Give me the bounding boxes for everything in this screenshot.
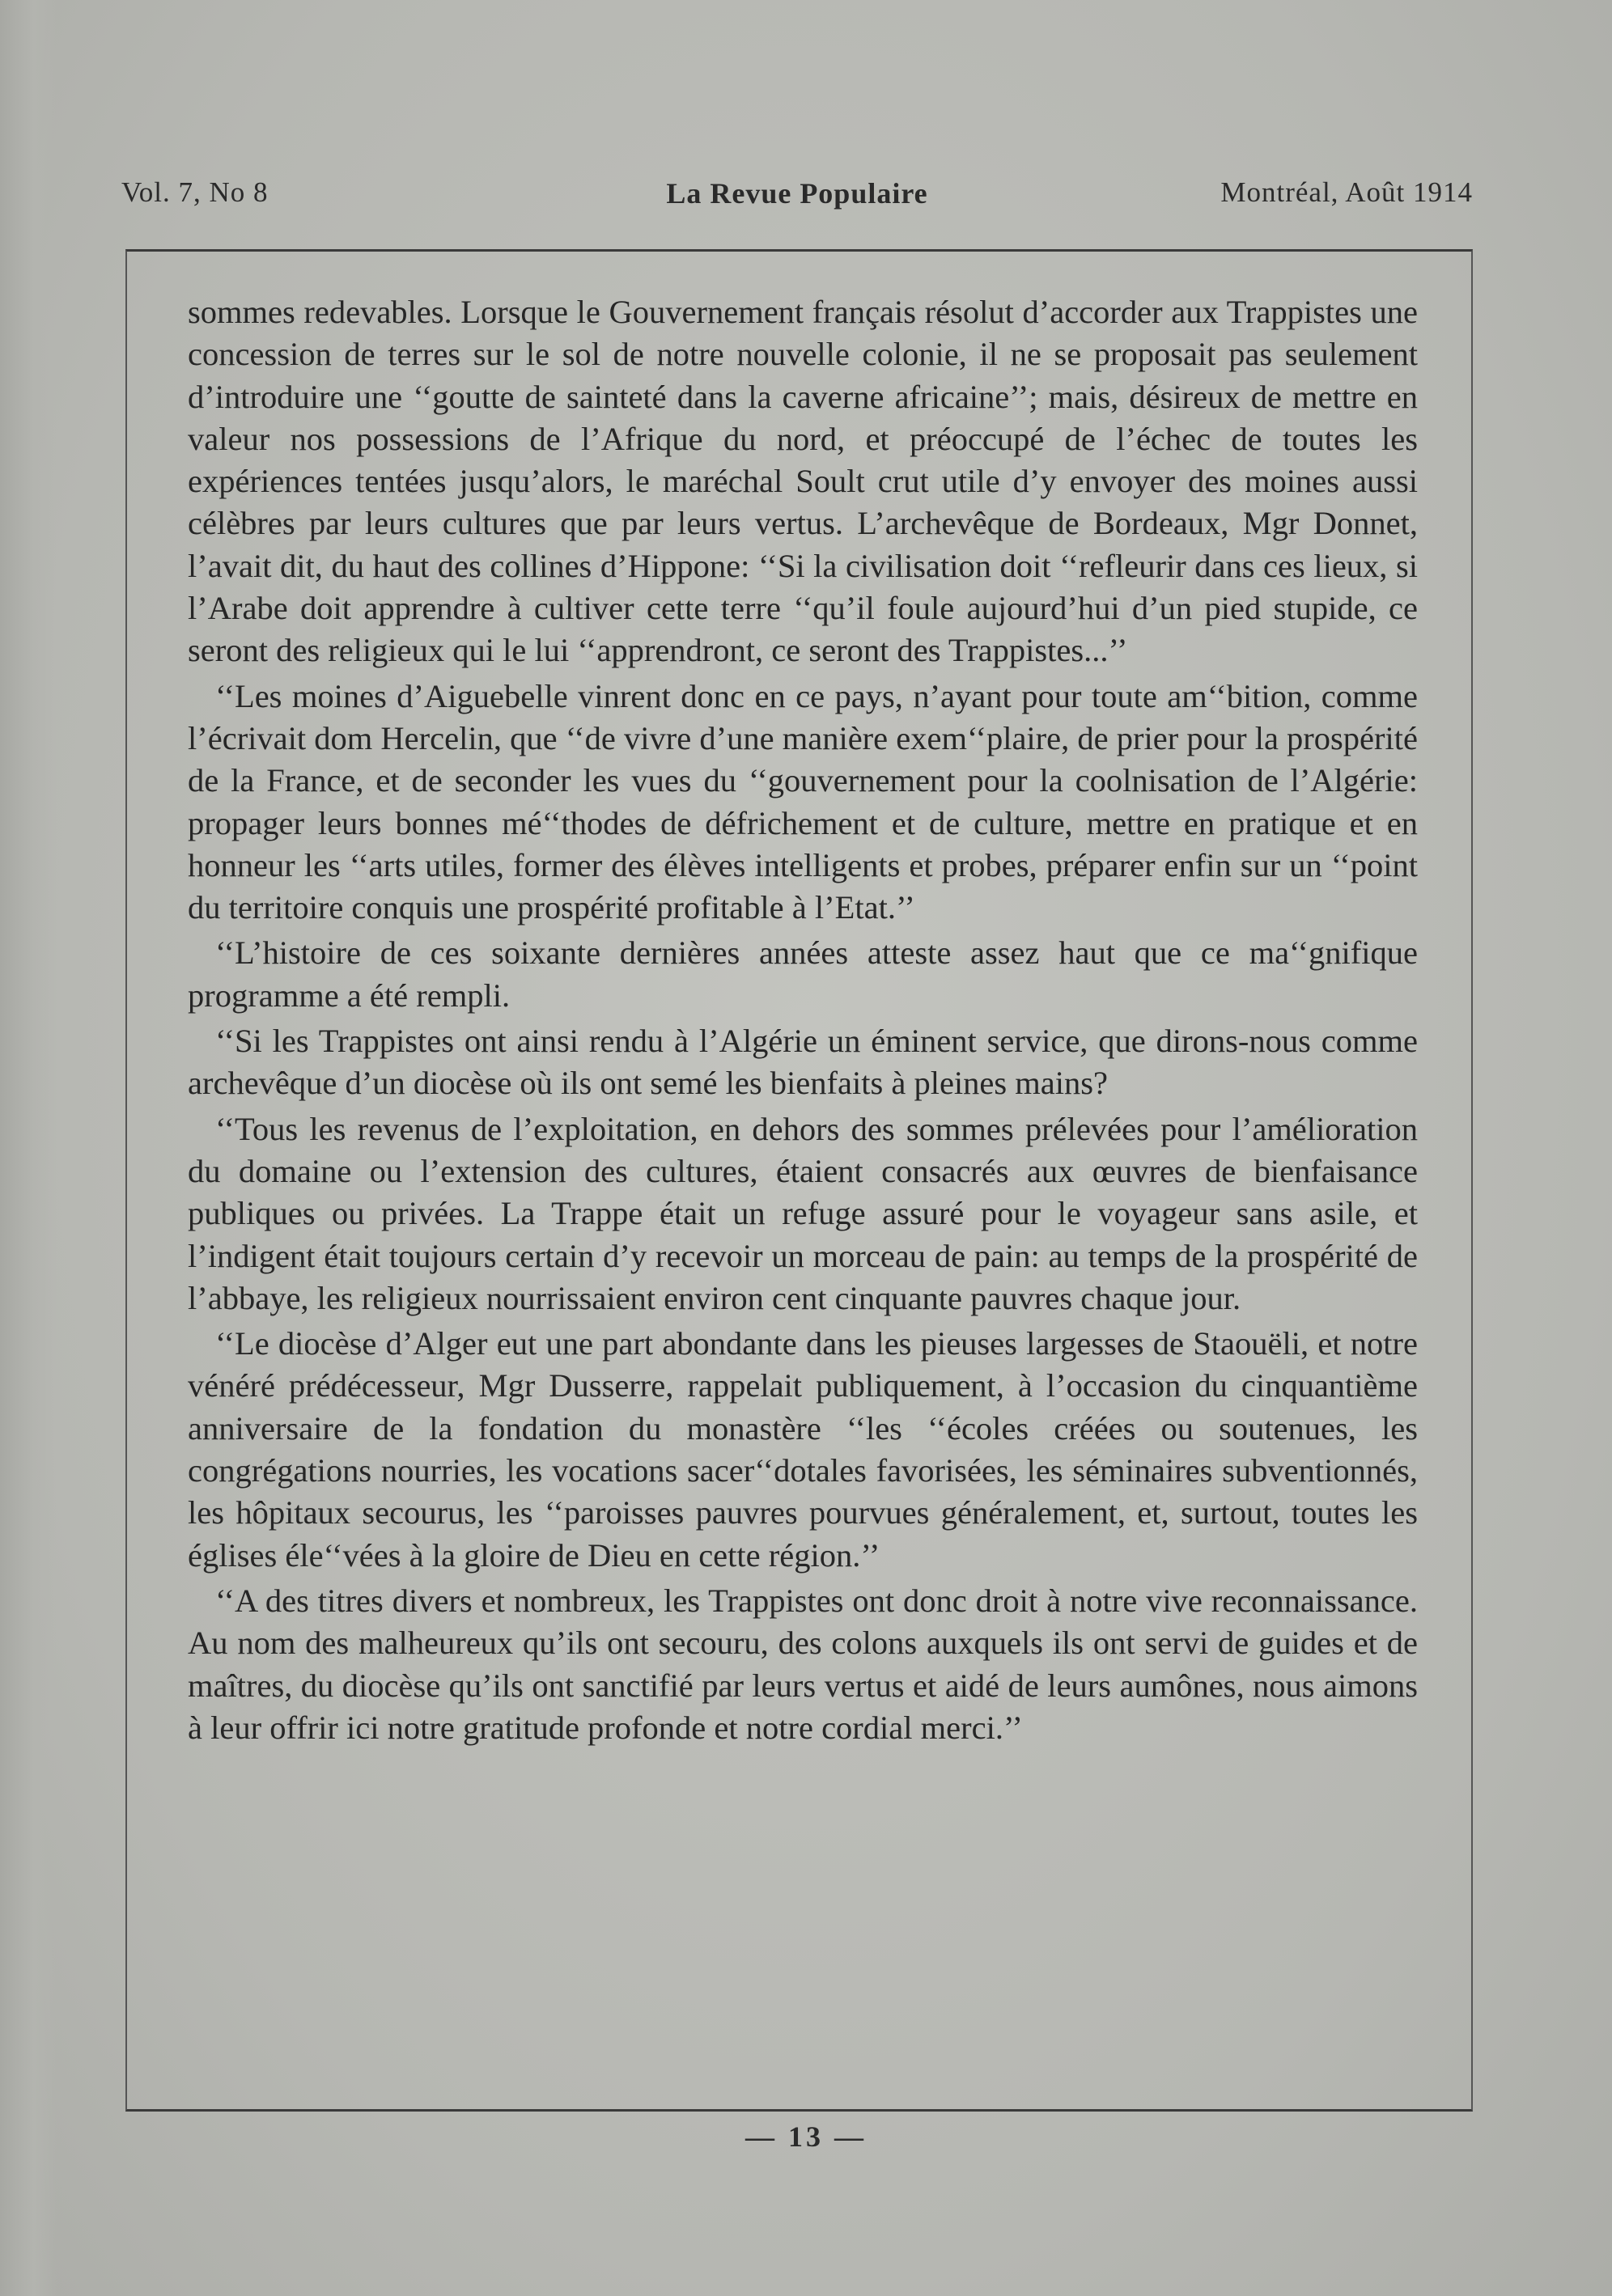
article-body bbox=[188, 291, 1418, 2055]
issue-date: Montréal, Août 1914 bbox=[1220, 176, 1473, 208]
binding-edge bbox=[0, 0, 57, 2296]
paragraph: sommes redevables. Lorsque le Gouvernement français résolut d’accorder aux Trappistes une concession de terres sur le sol de notre nouvelle colonie, il ne se proposait pas seulement d’introduire une ‘‘goutte de sainteté dans la caverne africaine’’; mais, désireux de mettre en valeur nos possessions de l’Afrique du nord, et préoccupé de l’échec de toutes les expériences tentées jusqu’alors, le maréchal Soult crut utile d’y envoyer des moines aussi célèbres par leurs cultures que par leurs vertus. L’archevêque de Bordeaux, Mgr Donnet, l’avait dit, du haut des collines d’Hippone: ‘‘Si la civilisation doit ‘‘refleurir dans ces lieux, si l’Arabe doit apprendre à cultiver cette terre ‘‘qu’il foule aujourd’hui d’un pied stupide, ce seront des religieux qui le lui ‘‘apprendront, ce seront des Trappistes...’’ bbox=[188, 294, 1418, 669]
paragraph: ‘‘A des titres divers et nombreux, les Trappistes ont donc droit à notre vive reconnaissance. Au nom des malheureux qu’ils ont secouru, des colons auxquels ils ont servi de guides et de maîtres, du diocèse qu’ils ont sanctifié par leurs vertus et aidé de leurs aumônes, nous aimons à leur offrir ici notre gratitude profonde et notre cordial merci.’’ bbox=[188, 1582, 1418, 1746]
paragraph: ‘‘Les moines d’Aiguebelle vinrent donc en ce pays, n’ayant pour toute am‘‘bition, comme l’écrivait dom Hercelin, que ‘‘de vivre d’une manière exem‘‘plaire, de prier pour la prospérité de la France, et de seconder les vues du ‘‘gouvernement pour la coolnisation de l’Algérie: propager leurs bonnes mé‘‘thodes de défrichement et de culture, mettre en pratique et en honneur les ‘‘arts utiles, former des élèves intelligents et probes, préparer enfin sur un ‘‘point du territoire conquis une prospérité profitable à l’Etat.’’ bbox=[188, 677, 1418, 926]
paragraph: ‘‘Le diocèse d’Alger eut une part abondante dans les pieuses largesses de Staouëli, et notre vénéré prédécesseur, Mgr Dusserre, rappelait publiquement, à l’occasion du cinquantième anniversaire de la fondation du monastère ‘‘les ‘‘écoles créées ou soutenues, les congrégations nourries, les vocations sacer‘‘dotales favorisées, les séminaires subventionnés, les hôpitaux secourus, les ‘‘paroisses pauvres pourvues généralement, et, surtout, toutes les églises éle‘‘vées à la gloire de Dieu en cette région.’’ bbox=[188, 1325, 1418, 1574]
paragraph: ‘‘L’histoire de ces soixante dernières années atteste assez haut que ce ma‘‘gnifique programme a été rempli. bbox=[188, 934, 1418, 1014]
paragraph: ‘‘Si les Trappistes ont ainsi rendu à l’Algérie un éminent service, que dirons-nous comme archevêque d’un diocèse où ils ont semé les bienfaits à pleines mains? bbox=[188, 1023, 1418, 1102]
publication-title: La Revue Populaire bbox=[666, 177, 928, 210]
paragraph: ‘‘Tous les revenus de l’exploitation, en dehors des sommes prélevées pour l’amélioration du domaine ou l’extension des cultures, étaient consacrés aux œuvres de bienfaisance publiques ou privées. La Trappe était un refuge assuré pour le voyageur sans asile, et l’indigent était toujours certain d’y recevoir un morceau de pain: au temps de la prospérité de l’abbaye, les religieux nourrissaient environ cent cinquante pauvres chaque jour. bbox=[188, 1110, 1418, 1316]
running-header bbox=[121, 176, 1473, 217]
page-number: — 13 — bbox=[745, 2120, 867, 2153]
volume-number: Vol. 7, No 8 bbox=[121, 176, 269, 208]
